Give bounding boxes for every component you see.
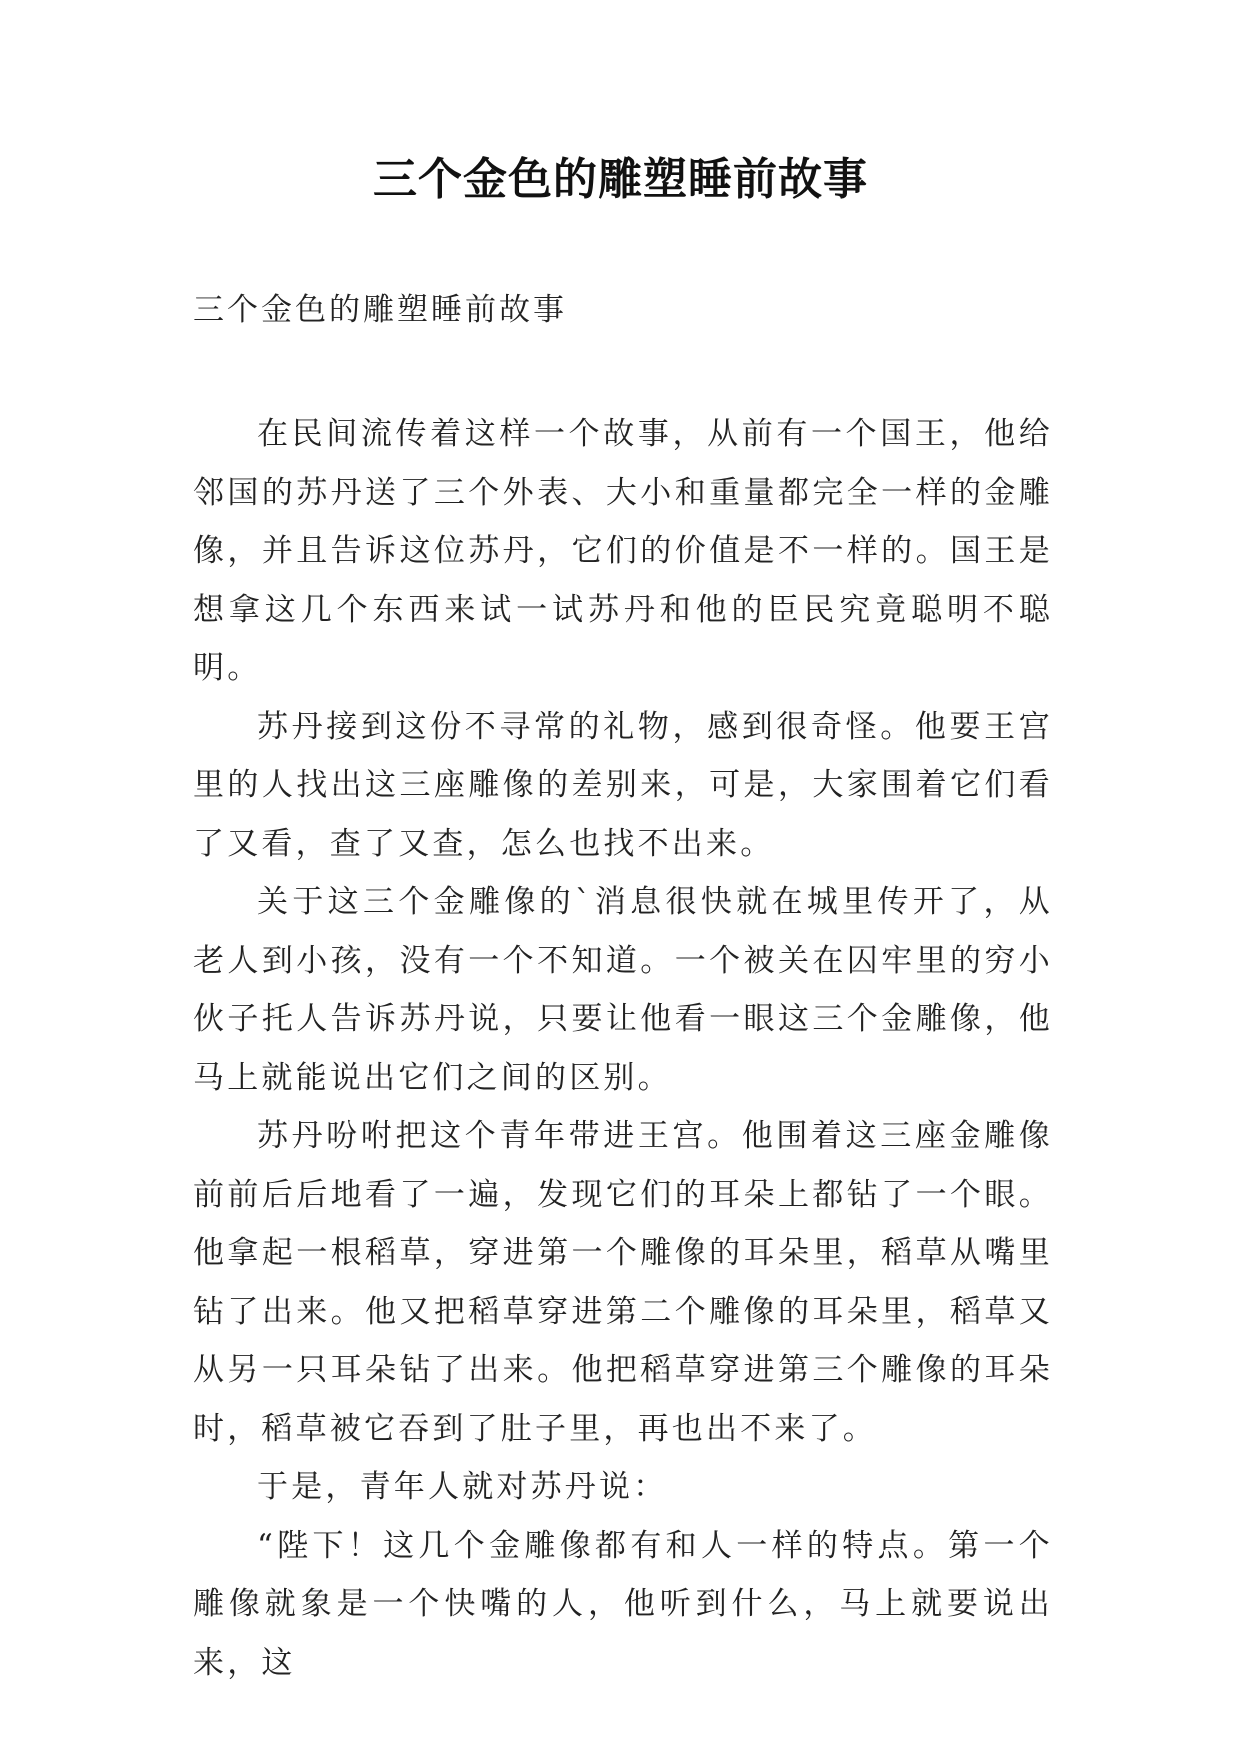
- document-subtitle: 三个金色的雕塑睡前故事: [193, 292, 567, 328]
- paragraph: “陛下！这几个金雕像都有和人一样的特点。第一个雕像就象是一个快嘴的人，他听到什么，马上就要说出来，这: [193, 1527, 1053, 1681]
- document-body: [193, 405, 1053, 1692]
- paragraph: 苏丹接到这份不寻常的礼物，感到很奇怪。他要王宫里的人找出这三座雕像的差别来，可是，大家围着它们看了又看，查了又查，怎么也找不出来。: [193, 708, 1053, 862]
- paragraph: 于是，青年人就对苏丹说：: [257, 1469, 668, 1505]
- paragraph: 在民间流传着这样一个故事，从前有一个国王，他给邻国的苏丹送了三个外表、大小和重量都完全一样的金雕像，并且告诉这位苏丹，它们的价值是不一样的。国王是想拿这几个东西来试一试苏丹和他的臣民究竟聪明不聪明。: [193, 416, 1053, 686]
- paragraph: 关于这三个金雕像的`消息很快就在城里传开了，从老人到小孩，没有一个不知道。一个被关在囚牢里的穷小伙子托人告诉苏丹说，只要让他看一眼这三个金雕像，他马上就能说出它们之间的区别。: [193, 884, 1053, 1096]
- paragraph: 苏丹吩咐把这个青年带进王宫。他围着这三座金雕像前前后后地看了一遍，发现它们的耳朵上都钻了一个眼。他拿起一根稻草，穿进第一个雕像的耳朵里，稻草从嘴里钻了出来。他又把稻草穿进第二个雕像的耳朵里，稻草又从另一只耳朵钻了出来。他把稻草穿进第三个雕像的耳朵时，稻草被它吞到了肚子里，再也出不来了。: [193, 1118, 1053, 1447]
- document-title: 三个金色的雕塑睡前故事: [373, 154, 868, 205]
